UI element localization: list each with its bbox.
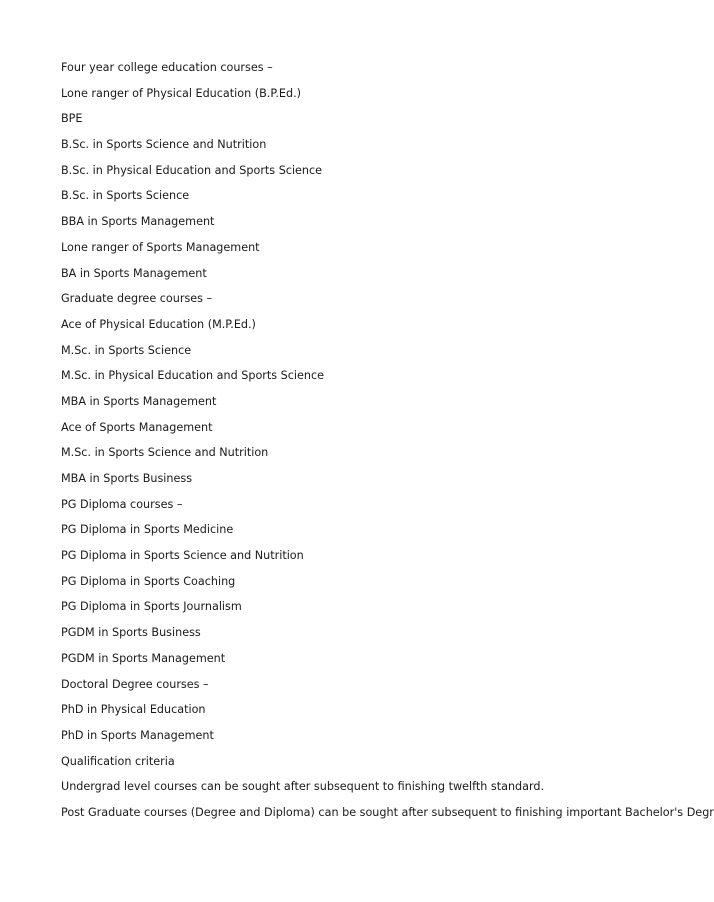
section-heading: Doctoral Degree courses – [61,677,209,691]
section-heading: Qualification criteria [61,754,175,768]
criteria-text: Undergrad level courses can be sought after subsequent to finishing twelfth standard. [61,780,545,794]
course-item: M.Sc. in Sports Science [61,343,192,357]
criteria-text: Post Graduate courses (Degree and Diploma) can be sought after subsequent to finishing important Bachelor's Degr [61,805,714,819]
course-item: M.Sc. in Physical Education and Sports Science [61,369,325,383]
course-item: Ace of Sports Management [61,420,213,434]
course-item: MBA in Sports Management [61,394,217,408]
course-item: B.Sc. in Sports Science [61,189,190,203]
course-item: PG Diploma in Sports Science and Nutrition [61,549,304,563]
text-body [61,60,714,831]
course-item: Lone ranger of Physical Education (B.P.Ed.) [61,86,301,100]
course-item: PGDM in Sports Management [61,651,226,665]
course-item: PG Diploma in Sports Journalism [61,600,242,614]
course-item: PhD in Sports Management [61,728,214,742]
course-item: PG Diploma in Sports Coaching [61,574,236,588]
course-item: B.Sc. in Physical Education and Sports Science [61,163,323,177]
section-heading: Four year college education courses – [61,61,273,74]
section-heading: PG Diploma courses – [61,497,183,511]
course-item: Lone ranger of Sports Management [61,240,260,254]
course-item: PGDM in Sports Business [61,626,201,640]
course-item: BBA in Sports Management [61,215,215,229]
course-item: BA in Sports Management [61,266,207,280]
section-heading: Graduate degree courses – [61,292,213,306]
course-item: B.Sc. in Sports Science and Nutrition [61,138,267,152]
course-item: BPE [61,112,83,126]
course-item: MBA in Sports Business [61,472,193,485]
course-item: Ace of Physical Education (M.P.Ed.) [61,317,256,331]
course-item: PG Diploma in Sports Medicine [61,523,234,537]
course-item: M.Sc. in Sports Science and Nutrition [61,446,269,460]
course-item: PhD in Physical Education [61,703,206,717]
